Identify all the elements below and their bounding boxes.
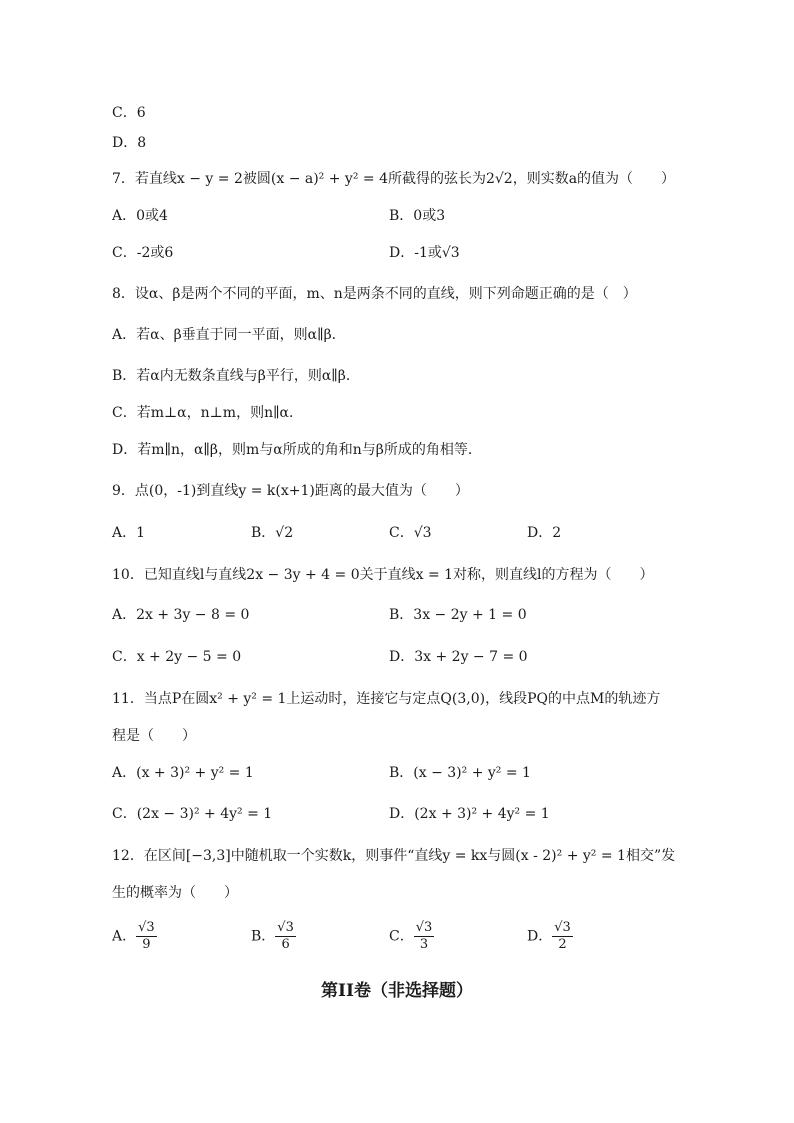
question-11-stem-line1: 11．当点P在圆x² + y² = 1上运动时，连接它与定点Q(3,0)，线段PQ的中点M的轨迹方 — [112, 691, 661, 707]
question-9-option-b: B．√2 — [251, 525, 294, 541]
question-11-stem-line2: 程是（ ） — [112, 728, 196, 744]
question-10-stem: 10．已知直线l与直线2x − 3y + 4 = 0关于直线x = 1对称，则直线l的方程为（ ） — [112, 567, 654, 583]
question-8-option-a: A．若α、β垂直于同一平面，则α∥β． — [112, 327, 346, 343]
question-10-option-c: C．x + 2y − 5 = 0 — [112, 649, 242, 665]
question-9-option-a: A．1 — [112, 525, 146, 541]
option-label: C． — [389, 928, 414, 945]
question-7-option-b: B．0或3 — [389, 208, 446, 224]
fraction — [275, 920, 296, 953]
question-10-option-a: A．2x + 3y − 8 = 0 — [112, 607, 250, 623]
question-8-stem: 8．设α、β是两个不同的平面，m、n是两条不同的直线，则下列命题正确的是（ ） — [112, 286, 637, 302]
question-7-option-c: C．-2或6 — [112, 245, 174, 261]
question-9-option-d: D．2 — [527, 525, 562, 541]
fraction-numerator: √3 — [554, 920, 571, 935]
option-label: D． — [527, 928, 553, 945]
question-8-option-c: C．若m⊥α，n⊥m，则n∥α． — [112, 405, 304, 421]
question-9-option-c: C．√3 — [389, 525, 432, 541]
option-d-prev: D．8 — [112, 135, 147, 151]
fraction — [136, 920, 157, 953]
question-12-option-d — [527, 920, 573, 953]
question-7-option-d: D．-1或√3 — [389, 245, 460, 261]
fraction-denominator: 3 — [419, 937, 429, 952]
question-12-stem-line2: 生的概率为（ ） — [112, 885, 238, 901]
fraction-numerator: √3 — [138, 920, 155, 935]
question-9-stem: 9．点(0，-1)到直线y = k(x+1)距离的最大值为（ ） — [112, 483, 469, 499]
fraction-denominator: 2 — [558, 937, 567, 952]
question-11-option-b: B．(x − 3)² + y² = 1 — [389, 765, 531, 781]
question-7-option-a: A．0或4 — [112, 208, 168, 224]
question-12-stem-line1: 12．在区间[−3,3]中随机取一个实数k，则事件“直线y = kx与圆(x - 2)² + y² = 1相交”发 — [112, 848, 676, 864]
question-11-option-c: C．(2x − 3)² + 4y² = 1 — [112, 806, 273, 822]
question-11-option-a: A．(x + 3)² + y² = 1 — [112, 765, 254, 781]
fraction-denominator: 9 — [142, 937, 151, 952]
question-8-option-d: D．若m∥n，α∥β，则m与α所成的角和n与β所成的角相等． — [112, 442, 482, 458]
fraction — [414, 920, 435, 953]
question-10-option-b: B．3x − 2y + 1 = 0 — [389, 607, 527, 623]
option-label: B． — [251, 928, 276, 945]
question-12-option-b — [251, 920, 296, 953]
fraction — [552, 920, 573, 953]
question-8-option-b: B．若α内无数条直线与β平行，则α∥β． — [112, 368, 360, 384]
fraction-numerator: √3 — [277, 920, 294, 935]
question-11-option-d: D．(2x + 3)² + 4y² = 1 — [389, 806, 550, 822]
question-10-option-d: D．3x + 2y − 7 = 0 — [389, 649, 528, 665]
fraction-denominator: 6 — [281, 937, 290, 952]
question-12-option-a — [112, 920, 157, 953]
question-12-option-c — [389, 920, 434, 953]
section-title: 第II卷（非选择题） — [321, 981, 473, 1001]
fraction-numerator: √3 — [415, 920, 433, 935]
option-label: A． — [112, 928, 137, 945]
option-c-prev: C．6 — [112, 105, 146, 121]
question-7-stem: 7．若直线x − y = 2被圆(x − a)² + y² = 4所截得的弦长为2√2，则实数a的值为（ ） — [112, 171, 676, 187]
